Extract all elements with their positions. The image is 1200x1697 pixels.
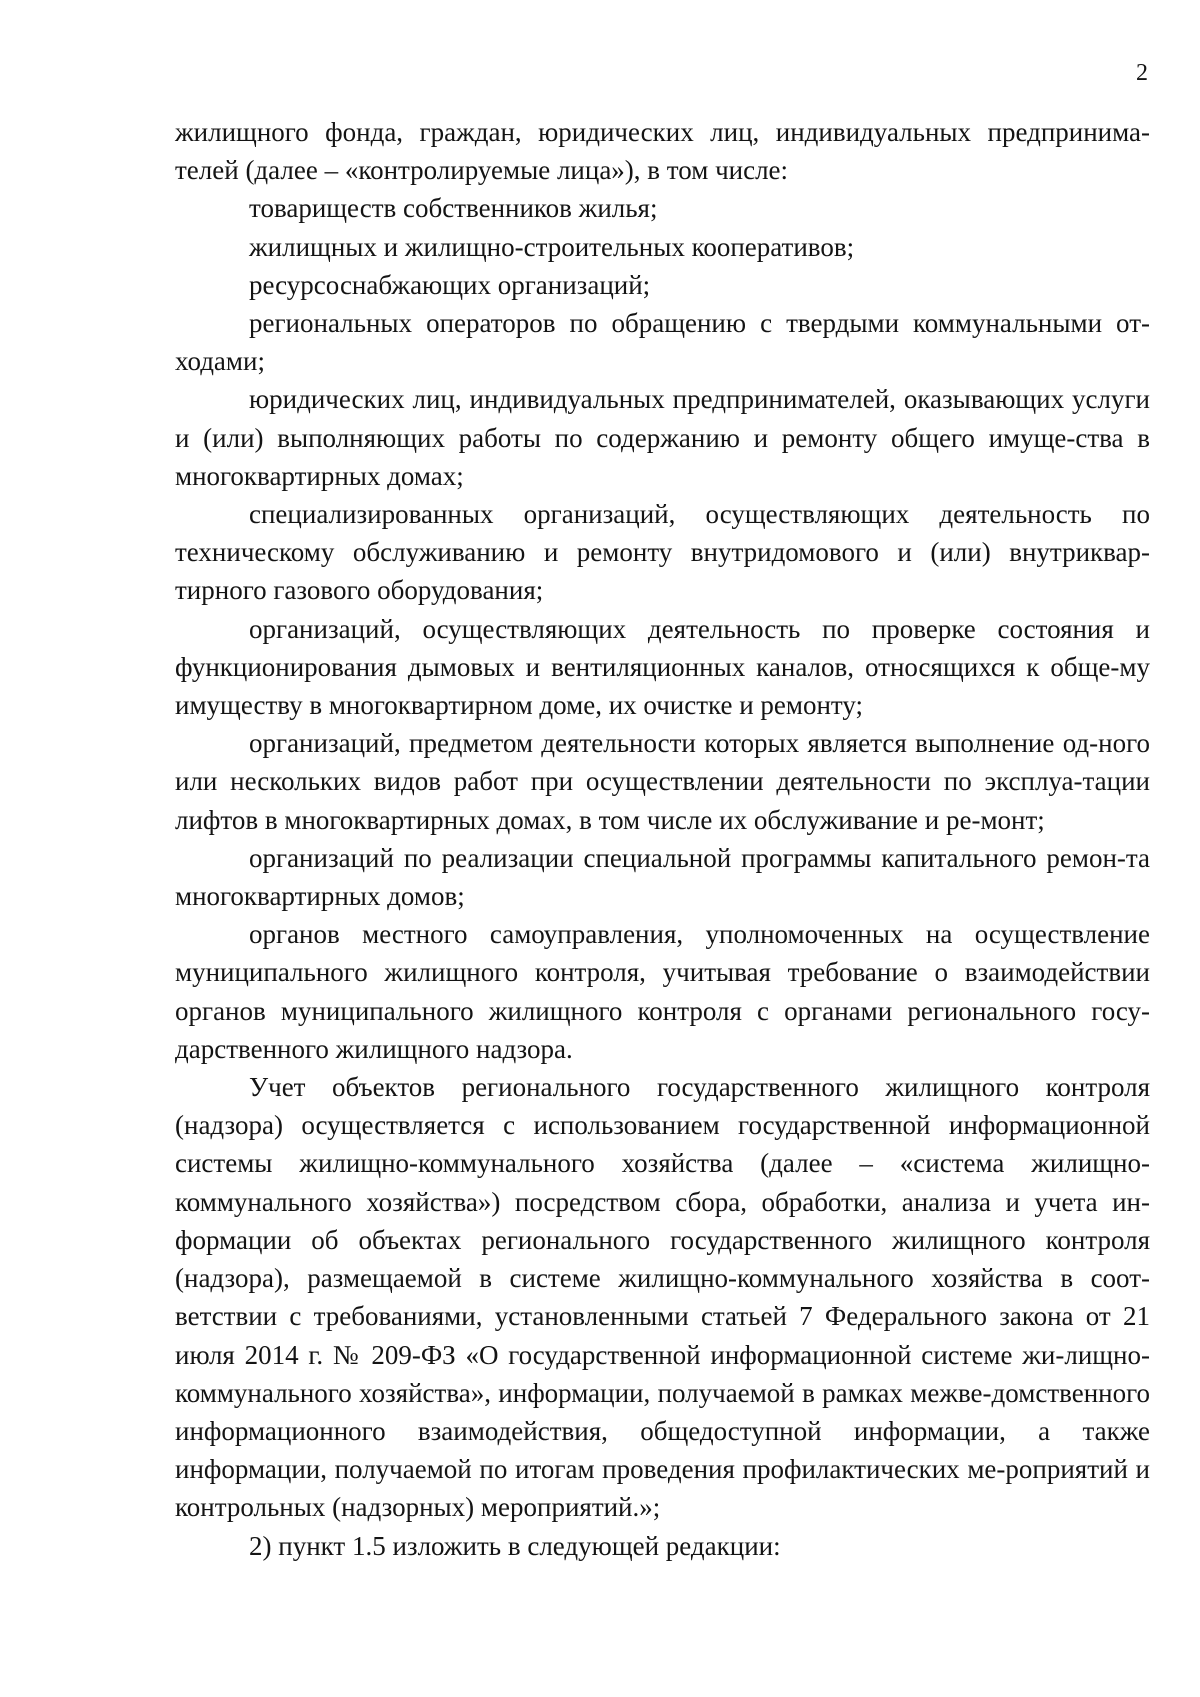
page-number: 2 [1136, 60, 1148, 86]
document-body [175, 113, 1150, 1565]
list-item-housing-cooperatives: жилищных и жилищно-строительных кооперативов; [249, 231, 855, 262]
list-item-chimney-ventilation-organizations: организаций, осуществляющих деятельность по проверке состояния и функционирования дымовых и вентиляционных каналов, относящихся к обще-му имуществу в многоквартирном доме, их очистке и ремонту; [175, 613, 1150, 721]
list-item-gas-equipment-organizations: специализированных организаций, осуществляющих деятельность по техническому обслуживанию и ремонту внутридомового и (или) внутриквар-тирного газового оборудования; [175, 499, 1150, 606]
list-item-regional-waste-operators: региональных операторов по обращению с твердыми коммунальными от-ходами; [175, 308, 1150, 377]
paragraph-accounting-of-objects: Учет объектов регионального государственного жилищного контроля (надзора) осуществляется с использованием государственной информационной системы жилищно-коммунального хозяйства (далее – «система жилищно-коммунального хозяйства») посредством сбора, обработки, анализа и учета ин-формации об объектах регионального государственного жилищного контроля (надзора), размещаемой в системе жилищно-коммунального хозяйства в соот-ветствии с требованиями, установленными статьей 7 Федерального закона от 21 июля 2014 г. № 209-ФЗ «О государственной информационной системе жи-лищно-коммунального хозяйства», информации, получаемой в рамках межве-домственного информационного взаимодействия, общедоступной информации, а также информации, получаемой по итогам проведения профилактических ме-роприятий и контрольных (надзорных) мероприятий.»; [175, 1072, 1150, 1523]
list-item-capital-repair-organizations: организаций по реализации специальной программы капитального ремон-та многоквартирных домов; [175, 842, 1150, 912]
list-item-resource-supply-organizations: ресурсоснабжающих организаций; [249, 269, 651, 300]
paragraph-item-1-5: 2) пункт 1.5 изложить в следующей редакции: [249, 1530, 781, 1561]
list-item-local-self-government-bodies: органов местного самоуправления, уполномоченных на осуществление муниципального жилищного контроля, учитывая требование о взаимодействии органов муниципального жилищного контроля с органами регионального госу-дарственного жилищного надзора. [175, 919, 1150, 1064]
list-item-elevator-organizations: организаций, предметом деятельности которых является выполнение од-ного или нескольких видов работ при осуществлении деятельности по эксплуа-тации лифтов в многоквартирных домах, в том числе их обслуживание и ре-монт; [175, 728, 1150, 835]
list-item-maintenance-providers: юридических лиц, индивидуальных предпринимателей, оказывающих услуги и (или) выполняющих работы по содержанию и ремонту общего имуще-ства в многоквартирных домах; [175, 384, 1150, 491]
list-item-homeowners-associations: товариществ собственников жилья; [249, 193, 658, 224]
paragraph-intro: жилищного фонда, граждан, юридических лиц, индивидуальных предпринима-телей (далее – «контролируемые лица»), в том числе: [175, 117, 1150, 186]
